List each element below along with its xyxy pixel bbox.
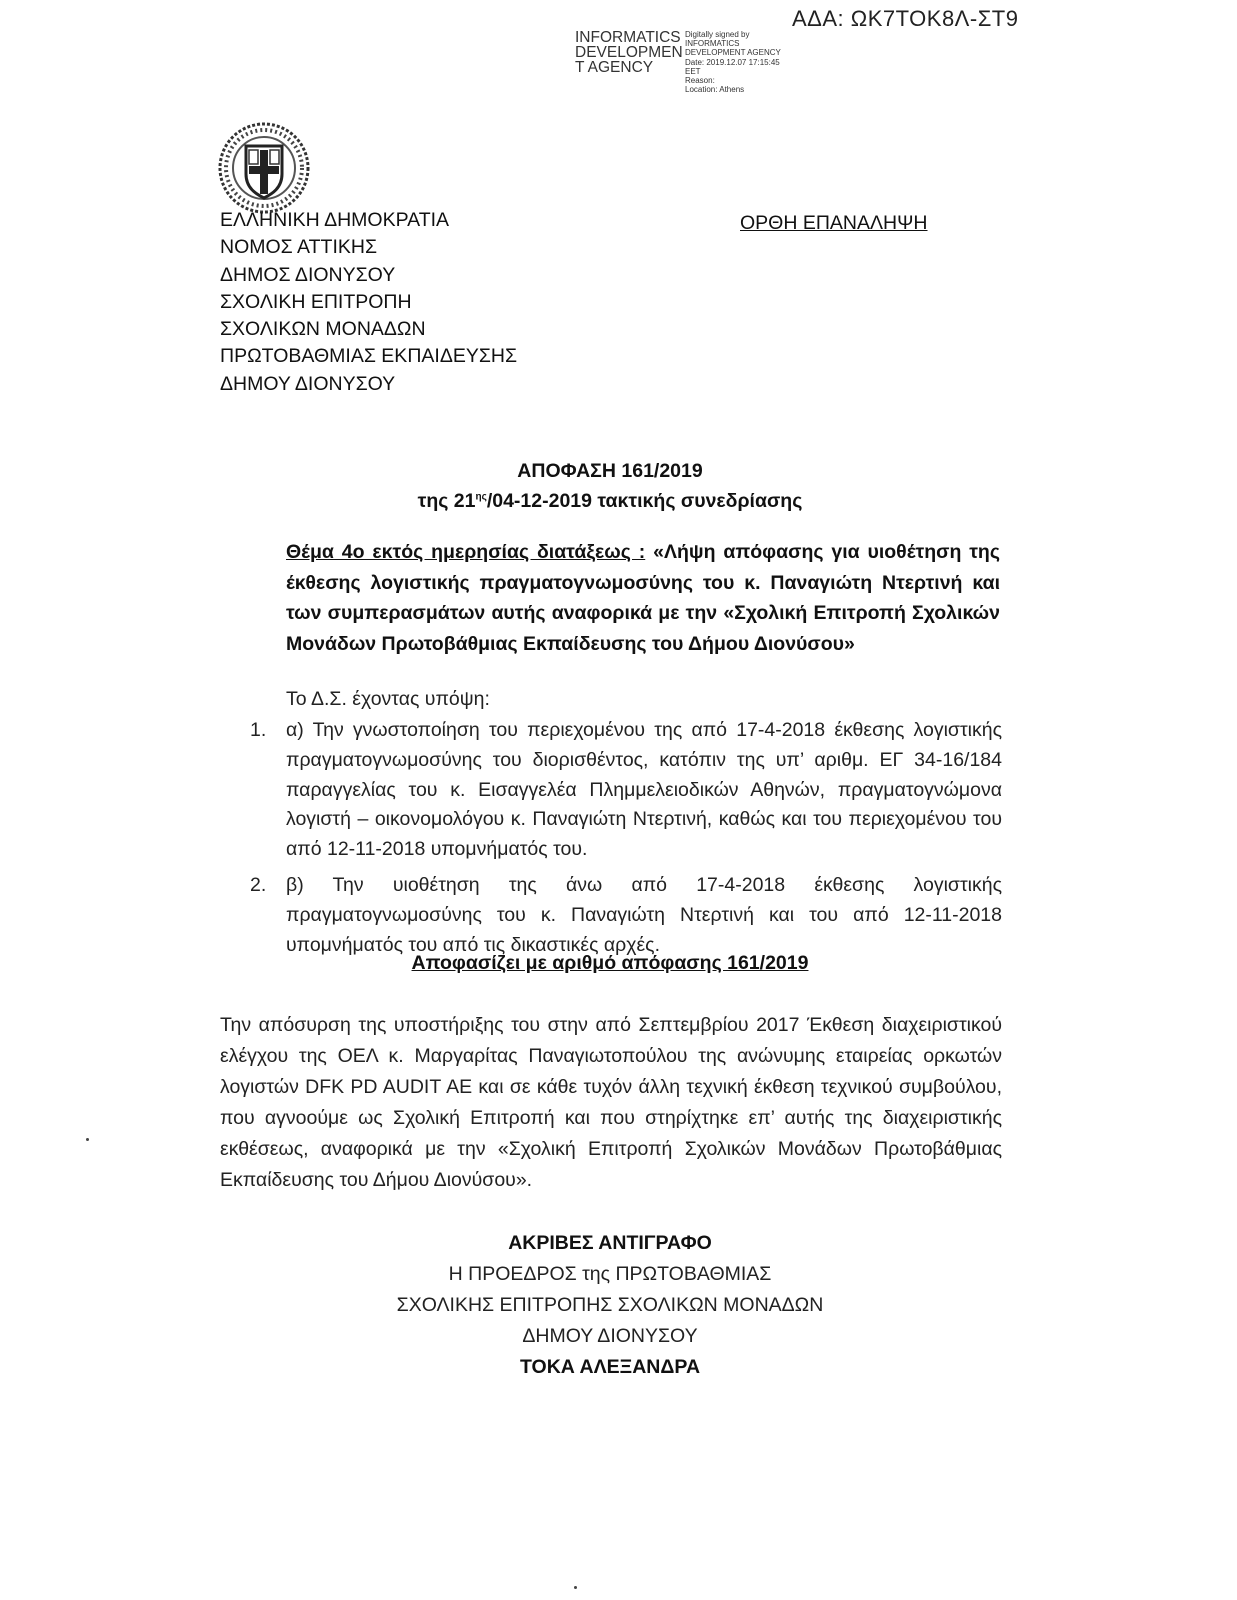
scan-speck	[86, 1138, 89, 1141]
correction-notice: ΟΡΘΗ ΕΠΑΝΑΛΗΨΗ	[740, 212, 928, 234]
signature-org-line: DEVELOPMEN	[575, 44, 683, 61]
president-role-line: ΣΧΟΛΙΚΗΣ ΕΠΙΤΡΟΠΗΣ ΣΧΟΛΙΚΩΝ ΜΟΝΑΔΩΝ	[396, 1294, 824, 1316]
header-line: ΝΟΜΟΣ ΑΤΤΙΚΗΣ	[220, 236, 377, 259]
list-item-number: 2.	[250, 873, 267, 896]
decision-title: ΑΠΟΦΑΣΗ 161/2019	[517, 460, 703, 482]
session-line	[220, 490, 1000, 513]
header-line: ΣΧΟΛΙΚΩΝ ΜΟΝΑΔΩΝ	[220, 318, 426, 341]
decides-heading: Αποφασίζει με αριθμό απόφασης 161/2019	[411, 952, 809, 974]
signature-detail-line: Location: Athens	[685, 85, 745, 95]
list-item-number: 1.	[250, 719, 267, 741]
subject-label: Θέμα 4ο εκτός ημερησίας διατάξεως :	[286, 541, 646, 563]
session-suffix: /04-12-2019 τακτικής συνεδρίασης	[486, 490, 803, 512]
signature-org-line: T AGENCY	[575, 59, 654, 76]
list-item-text: α) Την γνωστοποίηση του περιεχομένου της από 17-4-2018 έκθεσης λογιστικής πραγματογνωμοσύνης του διορισθέντος, κατόπιν της υπ’ αριθμ. ΕΓ 34-16/184 παραγγελίας του κ. Εισαγγελέα Πλημμελειοδικών Αθηνών, πραγματογνώμονα λογιστή – οικονομολόγου κ. Παναγιώτη Ντερτινή, καθώς και του περιεχομένου του από 12-11-2018 υπομνήματός του.	[286, 719, 1002, 861]
president-name: ΤΟΚΑ ΑΛΕΞΑΝΔΡΑ	[519, 1356, 701, 1378]
list-item	[250, 716, 1002, 865]
president-role-line: Η ΠΡΟΕΔΡΟΣ της ΠΡΩΤΟΒΑΘΜΙΑΣ	[448, 1263, 772, 1285]
header-line: ΣΧΟΛΙΚΗ ΕΠΙΤΡΟΠΗ	[220, 290, 412, 313]
header-line: ΕΛΛΗΝΙΚΗ ΔΗΜΟΚΡΑΤΙΑ	[220, 209, 450, 231]
considering-list	[250, 716, 1002, 966]
list-item	[250, 871, 1002, 960]
session-prefix: της 21	[417, 490, 476, 512]
coat-of-arms-icon	[218, 122, 310, 214]
signature-details	[685, 30, 781, 94]
signature-detail-line: Reason:	[685, 76, 715, 86]
header-line: ΠΡΩΤΟΒΑΘΜΙΑΣ ΕΚΠΑΙΔΕΥΣΗΣ	[220, 345, 518, 368]
scan-speck	[574, 1586, 577, 1589]
list-item-text: β) Την υιοθέτηση της άνω από 17-4-2018 έκθεσης λογιστικής πραγματογνωμοσύνης του κ. Παναγιώτη Ντερτινή και του από 12-11-2018 υπομνήματός του από τις δικαστικές αρχές.	[286, 873, 1002, 956]
header-line: ΔΗΜΟΥ ΔΙΟΝΥΣΟΥ	[220, 372, 396, 395]
signature-detail-line: Digitally signed by	[685, 30, 750, 39]
considering-intro: Το Δ.Σ. έχοντας υπόψη:	[286, 688, 490, 710]
signature-detail-line: EET	[685, 66, 701, 76]
president-role-line: ΔΗΜΟΥ ΔΙΟΝΥΣΟΥ	[522, 1325, 698, 1347]
signature-detail-line: DEVELOPMENT AGENCY	[685, 48, 781, 58]
signature-block	[380, 1228, 840, 1383]
issuer-header	[220, 207, 517, 398]
signature-detail-line: INFORMATICS	[685, 39, 740, 49]
subject-text: «Λήψη απόφασης για υιοθέτηση της έκθεσης λογιστικής πραγματογνωμοσύνης του κ. Παναγιώτη Ντερτινή και των συμπερασμάτων αυτής αναφορικά με την «Σχολική Επιτροπή Σχολικών Μονάδων Πρωτοβάθμιας Εκπαίδευσης του Δήμου Διονύσου»	[286, 541, 1000, 655]
decision-body: Την απόσυρση της υποστήριξης του στην από Σεπτεμβρίου 2017 Έκθεση διαχειριστικού ελέγχου της ΟΕΛ κ. Μαργαρίτας Παναγιωτοπούλου της ανώνυμης εταιρείας ορκωτών λογιστών DFK PD AUDIT AE και σε κάθε τυχόν άλλη τεχνική έκθεση τεχνικού συμβούλου, που αγνοούμε ως Σχολική Επιτροπή και που στηρίχτηκε επ’ αυτής της διαχειριστικής εκθέσεως, αναφορικά με την «Σχολική Επιτροπή Σχολικών Μονάδων Πρωτοβάθμιας Εκπαίδευσης του Δήμου Διονύσου».	[220, 1014, 1002, 1191]
certified-copy-label: ΑΚΡΙΒΕΣ ΑΝΤΙΓΡΑΦΟ	[508, 1232, 712, 1254]
session-ordinal: ης	[475, 491, 487, 503]
subject-paragraph	[286, 537, 1000, 659]
header-line: ΔΗΜΟΣ ΔΙΟΝΥΣΟΥ	[220, 263, 396, 286]
signature-detail-line: Date: 2019.12.07 17:15:45	[685, 57, 780, 67]
signature-org-line: INFORMATICS	[575, 29, 681, 46]
ada-code: ΑΔΑ: ΩΚ7ΤΟΚ8Λ-ΣΤ9	[792, 6, 1019, 31]
signature-organization	[575, 30, 683, 75]
